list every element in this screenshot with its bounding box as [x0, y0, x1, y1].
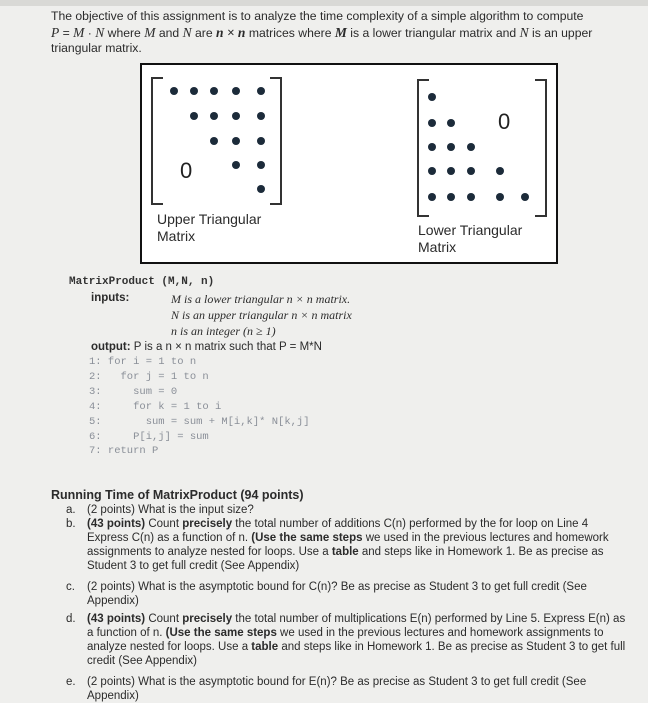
lower-zero: 0: [498, 109, 511, 134]
intro-paragraph: The objective of this assignment is to analyze the time complexity of a simple algorithm to compute P = M · N where M and N are n × n matrices where M is a lower triangular matrix and N is an upper triangular matrix.: [51, 9, 593, 55]
question-d: d. (43 points) Count precisely the total number of multiplications E(n) performed by Line 5. Express E(n) as a function of n. (Use the same steps we used in the previous lectures and homework assignments to analyze nested for loops. Use a table and steps like in Homework 1. Be as precise as Student 3 to get full credit (See Appendix): [66, 613, 626, 667]
algorithm-title: MatrixProduct (M,N, n): [69, 276, 215, 288]
input-n: N is an upper triangular n × n matrix: [171, 308, 352, 322]
code-line-4: 4: for k = 1 to i: [89, 401, 222, 413]
code-line-5: 5: sum = sum + M[i,k]* N[k,j]: [89, 416, 310, 428]
input-m: M is a lower triangular n × n matrix.: [171, 292, 351, 306]
output-line: output: P is a n × n matrix such that P = M*N: [91, 341, 322, 353]
code-line-7: 7: return P: [89, 445, 159, 457]
upper-right-bracket: [270, 77, 282, 205]
question-e: e. (2 points) What is the asymptotic bound for E(n)? Be as precise as Student 3 to get full credit (See Appendix): [66, 676, 587, 702]
upper-left-bracket: [151, 77, 163, 205]
upper-label: Upper Triangular Matrix: [157, 211, 262, 244]
upper-zero: 0: [180, 158, 193, 183]
input-size: n is an integer (n ≥ 1): [171, 324, 276, 338]
code-line-3: 3: sum = 0: [89, 386, 178, 398]
lower-label: Lower Triangular Matrix: [418, 222, 523, 255]
code-line-1: 1: for i = 1 to n: [89, 356, 197, 368]
question-c: c. (2 points) What is the asymptotic bound for C(n)? Be as precise as Student 3 to get full credit (See Appendix): [66, 581, 587, 607]
top-edge: [0, 0, 648, 6]
code-line-6: 6: P[i,j] = sum: [89, 431, 209, 443]
inputs-label: inputs:: [91, 292, 130, 304]
matrix-figure: [140, 63, 558, 264]
lower-right-bracket: [535, 79, 547, 217]
question-a: a. (2 points) What is the input size?: [66, 504, 254, 516]
running-time-heading: Running Time of MatrixProduct (94 points): [51, 488, 304, 502]
question-b: b. (43 points) Count precisely the total number of additions C(n) performed by the for loop on Line 4 Express C(n) as a function of n. (Use the same steps we used in the previous lectures and homework assignments to analyze nested for loops. Use a table and steps like in Homework 1. Be as precise as Student 3 to get full credit (See Appendix): [66, 518, 609, 572]
code-line-2: 2: for j = 1 to n: [89, 371, 209, 383]
